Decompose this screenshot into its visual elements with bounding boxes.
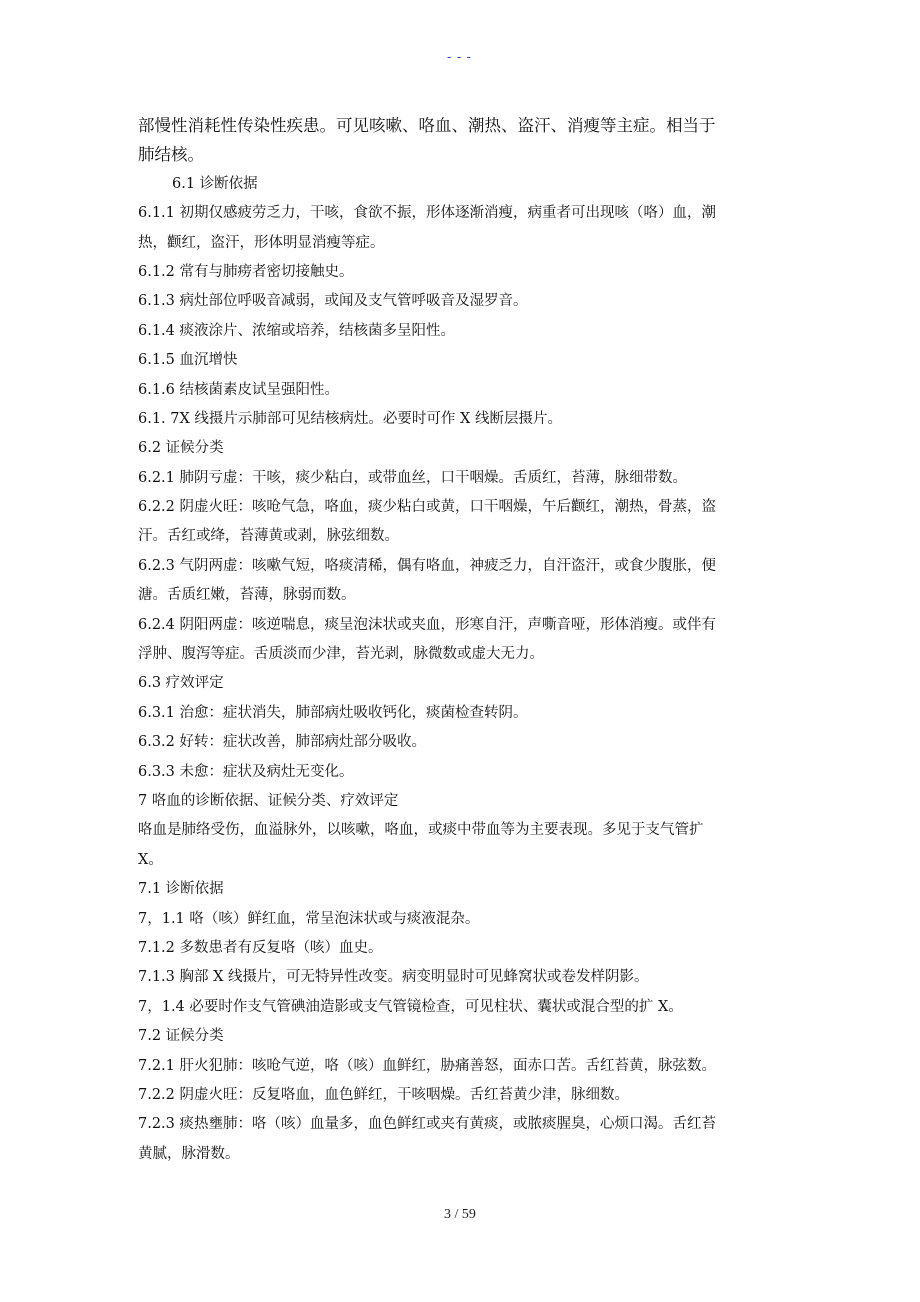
text-line: 6.2.1 肺阴亏虚：干咳，痰少粘白，或带血丝，口干咽燥。舌质红，苔薄，脉细带数。 [138, 469, 688, 486]
text-line: 6.2.4 阴阳两虚：咳逆喘息，痰呈泡沫状或夹血，形寒自汗，声嘶音哑，形体消瘦。或伴有 [138, 616, 716, 633]
text-line: 7.1.2 多数患者有反复咯（咳）血史。 [138, 939, 383, 956]
text-line: 7，1.1 咯（咳）鲜红血，常呈泡沫状或与痰液混杂。 [138, 910, 480, 927]
text-line: 6.1.2 常有与肺痨者密切接触史。 [138, 263, 354, 280]
text-line: 黄腻，脉滑数。 [138, 1145, 240, 1162]
text-line: 咯血是肺络受伤，血溢脉外，以咳嗽，咯血，或痰中带血等为主要表现。多见于支气管扩 [138, 822, 704, 839]
text-line: 溏。舌质红嫩，苔薄，脉弱而数。 [138, 587, 356, 604]
section-heading: 7.2 证候分类 [138, 1028, 224, 1045]
text-line: 7.2.1 肝火犯肺：咳呛气逆，咯（咳）血鲜红，胁痛善怒，面赤口苦。舌红苔黄，脉弦数。 [138, 1057, 716, 1074]
section-heading: 6.3 疗效评定 [138, 675, 224, 692]
text-line: 6.1.3 病灶部位呼吸音减弱，或闻及支气管呼吸音及湿罗音。 [138, 293, 528, 310]
text-line: 7，1.4 必要时作支气管碘油造影或支气管镜检查，可见柱状、囊状或混合型的扩 X。 [138, 998, 683, 1015]
section-heading: 6.1 诊断依据 [172, 175, 258, 192]
text-line: 6.1.6 结核菌素皮试呈强阳性。 [138, 381, 340, 398]
page-number: 3 / 59 [444, 1207, 476, 1222]
section-heading: 6.2 证候分类 [138, 440, 224, 457]
text-line: 7.1.3 胸部 X 线摄片，可无特异性改变。病变明显时可见蜂窝状或卷发样阴影。 [138, 969, 649, 986]
text-line: 热，颧红，盗汗，形体明显消瘦等症。 [138, 234, 385, 251]
text-line: 6.1.5 血沉增快 [138, 352, 238, 369]
text-line: 6.3.3 未愈：症状及病灶无变化。 [138, 763, 354, 780]
document-body [138, 111, 788, 1169]
text-line: 6.3.2 好转：症状改善，肺部病灶部分吸收。 [138, 734, 427, 751]
section-heading: 7 咯血的诊断依据、证候分类、疗效评定 [138, 792, 399, 809]
text-line: 浮肿、腹泻等症。舌质淡而少津，苔光剥，脉微数或虚大无力。 [138, 646, 544, 663]
text-line: 7.2.3 痰热壅肺：咯（咳）血量多，血色鲜红或夹有黄痰，或脓痰腥臭，心烦口渴。舌红苔 [138, 1116, 716, 1133]
text-line: 部慢性消耗性传染性疾患。可见咳嗽、咯血、潮热、盗汗、消瘦等主症。相当于 [138, 116, 716, 135]
text-line: 6.1.4 痰液涂片、浓缩或培养，结核菌多呈阳性。 [138, 322, 456, 339]
text-line: 汗。舌红或绛，苔薄黄或剥，脉弦细数。 [138, 528, 399, 545]
text-line: 6.2.3 气阴两虚：咳嗽气短，咯痰清稀，偶有咯血，神疲乏力，自汗盗汗，或食少腹胀，便 [138, 557, 716, 574]
text-line: 6.1. 7X 线摄片示肺部可见结核病灶。必要时可作 X 线断层摄片。 [138, 410, 562, 427]
text-line: 7.2.2 阴虚火旺：反复咯血，血色鲜红，干咳咽燥。舌红苔黄少津，脉细数。 [138, 1086, 630, 1103]
text-line: 6.3.1 治愈：症状消失，肺部病灶吸收钙化，痰菌检查转阴。 [138, 704, 528, 721]
text-line: X。 [138, 851, 163, 868]
text-line: 肺结核。 [138, 145, 204, 165]
header-mark: --- [445, 50, 475, 65]
text-line: 6.1.1 初期仅感疲劳乏力，干咳，食欲不振，形体逐渐消瘦，病重者可出现咳（咯）血，潮 [138, 205, 716, 222]
section-heading: 7.1 诊断依据 [138, 881, 224, 898]
text-line: 6.2.2 阴虚火旺：咳呛气急，咯血，痰少粘白或黄，口干咽燥，午后颧红，潮热，骨蒸，盗 [138, 499, 716, 516]
